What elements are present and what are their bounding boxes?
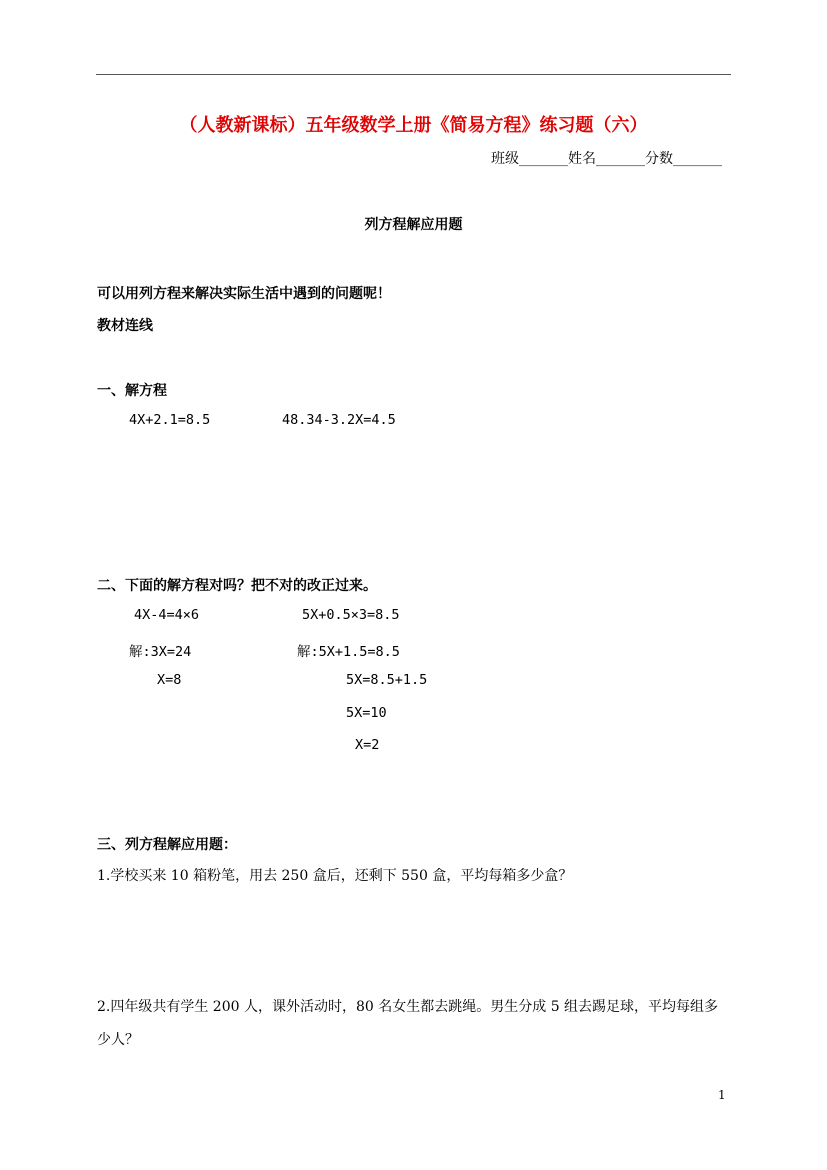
question-2-line-2: 少人？ [97, 1032, 139, 1048]
question-1: 1.学校买来 10 箱粉笔，用去 250 盒后，还剩下 550 盒，平均每箱多少盒？ [97, 868, 573, 884]
right-step-5: X=2 [355, 737, 380, 753]
right-step-2: 解:5X+1.5=8.5 [297, 644, 400, 660]
left-step-2: 解:3X=24 [129, 644, 192, 660]
header-rule [96, 74, 731, 75]
right-step-1: 5X+0.5×3=8.5 [302, 607, 400, 623]
part2-heading: 二、下面的解方程对吗？把不对的改正过来。 [97, 578, 377, 594]
question-2-line-1: 2.四年级共有学生 200 人，课外活动时，80 名女生都去跳绳。男生分成 5 组去踢足球，平均每组多 [97, 999, 719, 1015]
part1-heading: 一、解方程 [97, 383, 167, 399]
page-title: （人教新课标）五年级数学上册《简易方程》练习题（六） [179, 115, 648, 136]
page-number: 1 [718, 1088, 726, 1102]
left-step-3: X=8 [157, 672, 182, 688]
textbook-link-label: 教材连线 [97, 318, 153, 334]
part3-heading: 三、列方程解应用题： [97, 837, 237, 853]
left-step-1: 4X-4=4×6 [134, 607, 200, 623]
section-title: 列方程解应用题 [364, 217, 463, 233]
right-step-3: 5X=8.5+1.5 [346, 672, 428, 688]
equation-1: 4X+2.1=8.5 [129, 412, 211, 428]
equation-2: 48.34-3.2X=4.5 [282, 412, 396, 428]
intro-line: 可以用列方程来解决实际生活中遇到的问题呢！ [97, 286, 391, 302]
student-info-line: 班级_______姓名_______分数_______ [491, 151, 722, 167]
right-step-4: 5X=10 [346, 705, 387, 721]
